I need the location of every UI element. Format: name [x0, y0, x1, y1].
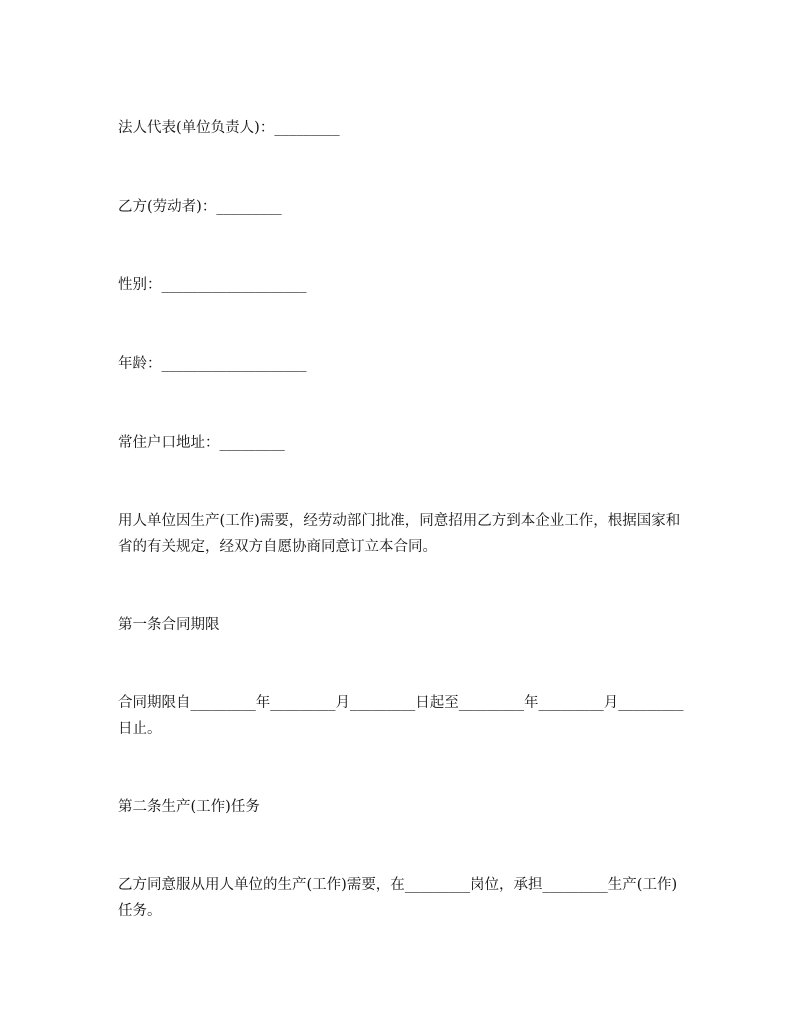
contract-term-paragraph: 合同期限自_________年_________月_________日起至_________年_________月_________日止。	[118, 695, 684, 737]
preamble-paragraph: 用人单位因生产(工作)需要，经劳动部门批准，同意招用乙方到本企业工作，根据国家和省的有关规定，经双方自愿协商同意订立本合同。	[118, 513, 681, 555]
work-task-paragraph: 乙方同意服从用人单位的生产(工作)需要，在_________岗位，承担_________生产(工作)任务。	[118, 877, 678, 919]
gender-field: 性别：____________________	[118, 277, 307, 293]
article-2-heading: 第二条生产(工作)任务	[118, 799, 260, 815]
party-b-field: 乙方(劳动者)：_________	[118, 199, 282, 215]
address-field: 常住户口地址：_________	[118, 435, 285, 451]
legal-representative-field: 法人代表(单位负责人)：_________	[118, 120, 340, 136]
age-field: 年龄：____________________	[118, 356, 307, 372]
article-1-heading: 第一条合同期限	[118, 617, 220, 633]
